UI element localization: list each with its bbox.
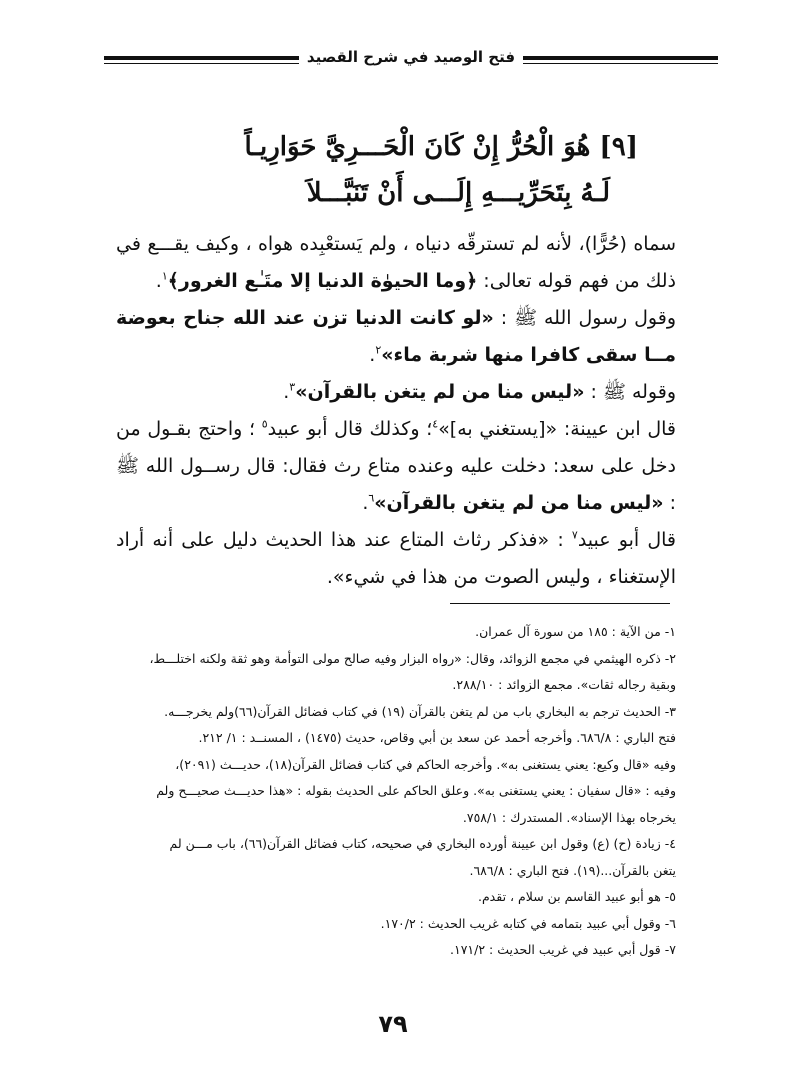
verse-line-2: لَـهُ بِتَحَرِّيـــهِ إِلَـــى أَنْ تَنَبَّـــلاَ	[306, 178, 610, 208]
page-number: ٧٩	[378, 1010, 408, 1038]
footnote-line: يتغن بالقرآن...(١٩). فتح الباري : ٦٨٦/٨.	[469, 862, 676, 878]
paragraph-4	[116, 411, 676, 522]
footnote-ref-2[interactable]: ٢	[375, 343, 382, 357]
hadith-quote-1: «لو كانت الدنيا تزن عند الله جناح بعوضة مــا سقى كافرا منها شربة ماء»	[116, 307, 676, 366]
paragraph-2-text: وقول رسول الله ﷺ :	[493, 307, 676, 329]
footnote-ref-7[interactable]: ٧	[571, 528, 578, 542]
header-rule-right	[523, 56, 718, 64]
paragraph-3-text: وقوله ﷺ :	[584, 381, 676, 403]
header-rule-left	[104, 56, 299, 64]
quran-quote: ﴿وما الحيوٰة الدنيا إلا متَـٰع الغرور﴾	[167, 270, 478, 292]
paragraph-2	[116, 300, 676, 374]
footnote-line: ٢- ذكره الهيثمي في مجمع الزوائد، وقال: «رواه البزار وفيه صالح مولى التوأمة وهو ثقة ولكنه اختلـــط،	[149, 650, 676, 666]
footnote-ref-3[interactable]: ٣	[289, 380, 296, 394]
footnote-line: ٦- وقول أبي عبيد بتمامه في كتابه غريب الحديث : ١٧٠/٢.	[380, 915, 676, 931]
running-title: فتح الوصيد في شرح القصيد	[306, 48, 516, 66]
footnote-line: فتح الباري : ٦٨٦/٨. وأخرجه أحمد عن سعد بن أبي وقاص، حديث (١٤٧٥) ، المسنــد : ١/ ٢١٢.	[198, 730, 676, 745]
footnote-line: يخرجاه بهذا الإسناد». المستدرك : ٧٥٨/١.	[462, 809, 676, 825]
footnote-line: وبقية رجاله ثقات». مجمع الزوائد : ٢٨٨/١٠.	[452, 677, 676, 692]
running-header	[104, 48, 718, 78]
body-text	[116, 226, 676, 596]
footnote-ref-1[interactable]: ١	[161, 269, 168, 283]
paragraph-1-text: سماه (حُرًّا)، لأنه لم تسترقّه دنياه ، ولم يَستعْبِده هواه ، وكيف يقـــع في ذلك من فهم قوله تعالى:	[116, 233, 676, 292]
footnote-ref-4[interactable]: ٤	[432, 417, 439, 431]
paragraph-4-end: .	[362, 492, 369, 514]
hadith-quote-2: «ليس منا من لم يتغن بالقرآن»	[295, 381, 585, 403]
footnote-line: ٧- قول أبي عبيد في غريب الحديث : ١٧١/٢.	[450, 942, 676, 957]
footnote-line: ١- من الآية : ١٨٥ من سورة آل عمران.	[475, 624, 676, 639]
paragraph-5-text-b: : «فذكر رثاث المتاع عند هذا الحديث دليل على أنه أراد الإستغناء ، وليس الصوت من هذا في شيء».	[116, 529, 676, 588]
paragraph-5-text-a: قال أبو عبيد	[577, 529, 676, 551]
footnote-line: وفيه «قال وكيع: يعني يستغنى به». وأخرجه الحاكم في كتاب فضائل القرآن(١٨)، حديـــث (٢٠٩١)،	[175, 756, 676, 772]
footnote-separator	[450, 603, 670, 604]
paragraph-4-text-c: ؛ واحتج بقـول من دخل على سعد: دخلت عليه وعنده متاع رث فقال: قال رســول الله ﷺ :	[116, 418, 676, 514]
footnote-line: وفيه : «قال سفيان : يعني يستغنى به». وعلق الحاكم على الحديث بقوله : «هذا حديـــث صحيـــح ولم	[156, 783, 676, 798]
footnote-ref-5[interactable]: ٥	[261, 417, 268, 431]
paragraph-1-end: .	[155, 270, 162, 292]
footnotes	[100, 619, 676, 964]
paragraph-2-end: .	[369, 344, 376, 366]
paragraph-1	[116, 226, 676, 300]
paragraph-5	[116, 522, 676, 596]
paragraph-4-text-b: ؛ وكذلك قال أبو عبيد	[267, 418, 433, 440]
paragraph-3-end: .	[283, 381, 290, 403]
footnote-ref-6[interactable]: ٦	[368, 491, 375, 505]
footnote-line: ٣- الحديث ترجم به البخاري باب من لم يتغن بالقرآن (١٩) في كتاب فضائل القرآن(٦٦)ولم يخرجـــه.	[164, 703, 676, 719]
footnote-line: ٤- زيادة (ح) (ع) وقول ابن عيينة أورده البخاري في صحيحه، كتاب فضائل القرآن(٦٦)، باب مـــن لم	[169, 836, 676, 851]
paragraph-4-text-a: قال ابن عيينة: «[يستغني به]»	[438, 418, 677, 440]
paragraph-3	[116, 374, 676, 411]
footnote-line: ٥- هو أبو عبيد القاسم بن سلام ، تقدم.	[477, 889, 676, 904]
hadith-quote-3: «ليس منا من لم يتغن بالقرآن»	[374, 492, 664, 514]
verse-line-1: [٩] هُوَ الْحُرُّ إِنْ كَانَ الْحَـــرِيَّ حَوَارِيـاً	[244, 132, 638, 162]
